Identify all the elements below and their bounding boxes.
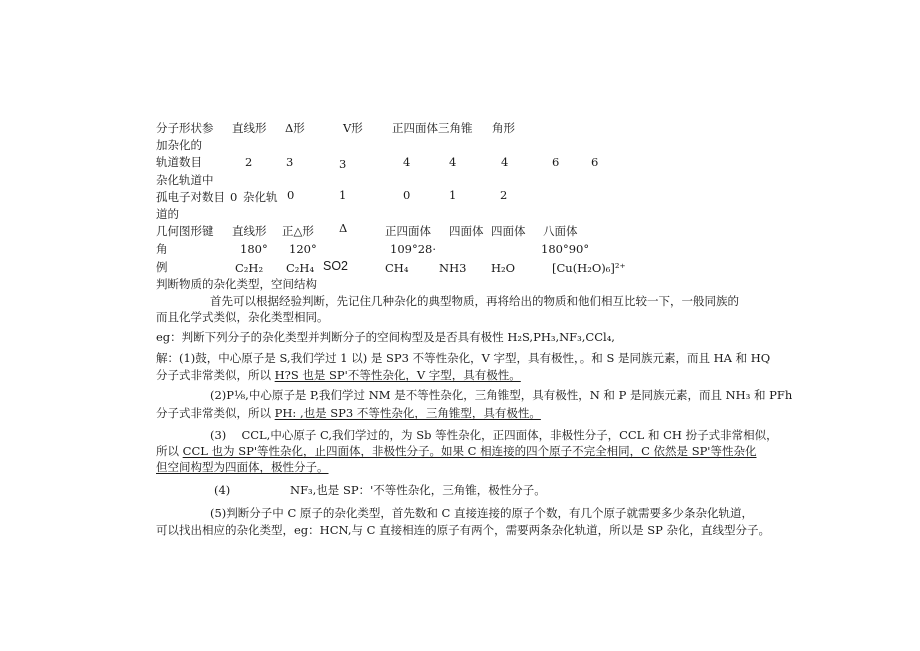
label-lone-c: 道的 <box>156 207 179 221</box>
orbital-count: 2 <box>245 155 253 169</box>
example-question: eg：判断下列分子的杂化类型并判断分子的空间构型及是否具有极性 H₂S,PH₃,NF₃,CCl₄, <box>156 330 615 344</box>
bond-angle: 120° <box>289 242 317 256</box>
shape-v: V形 <box>343 121 363 135</box>
label-hybrid-b: 轨道数目 <box>156 155 202 169</box>
solution-5-line: (5)判断分子中 C 原子的杂化类型，首先数和 C 直接连接的原子个数，有几个原子就需要多少条杂化轨道， <box>210 506 754 520</box>
lone-pairs-first: 0 <box>230 190 238 204</box>
shape-tetra-pyramid: 正四面体三角锥 <box>392 121 473 135</box>
geometry: Δ <box>339 221 348 235</box>
intro-line: 而且化学式类似，杂化类型相同。 <box>156 310 329 324</box>
lone-pairs: 2 <box>500 188 508 202</box>
orbital-count: 3 <box>286 155 294 169</box>
label-lone-tail: 杂化轨 <box>243 190 278 204</box>
solution-1-line: 解：(1)鼓，中心原子是 S,我们学过 1 以) 是 SP3 不等性杂化，V 字型，具有极性，。和 S 是同族元素，而且 HA 和 HQ <box>156 351 771 365</box>
solution-1-line: 分子式非常类似，所以 H?S 也是 SP'不等性杂化，V 字型，具有极性。 <box>156 368 521 382</box>
geometry: 正△形 <box>282 224 314 238</box>
solution-3-line: (3) CCL,中心原子 C,我们学过的，为 Sb 等性杂化，正四面体，非极性分子，CCL 和 CH 扮子式非常相似， <box>210 428 778 442</box>
bond-angle: 180°90° <box>541 242 590 256</box>
example-formula: C₂H₂ <box>235 261 264 275</box>
example-formula: NH3 <box>439 261 467 275</box>
orbital-count: 4 <box>449 155 457 169</box>
lone-pairs: 1 <box>339 188 347 202</box>
shape-linear: 直线形 <box>232 121 267 135</box>
shape-angular: 角形 <box>492 121 515 135</box>
geometry: 直线形 <box>232 224 267 238</box>
label-example: 例 <box>156 260 168 274</box>
row-geometry-label: 几何图形键 <box>156 224 214 238</box>
solution-4-number: (4) <box>214 483 231 497</box>
example-formula: C₂H₄ <box>286 261 315 275</box>
example-formula: H₂O <box>491 261 516 275</box>
shape-triangle: Δ形 <box>285 121 305 135</box>
lone-pairs: 0 <box>403 188 411 202</box>
lone-pairs: 1 <box>449 188 457 202</box>
orbital-count: 3 <box>339 157 347 171</box>
orbital-count: 4 <box>403 155 411 169</box>
bond-angle: 180° <box>240 242 268 256</box>
bond-angle: 109°28· <box>390 242 436 256</box>
geometry: 正四面体 <box>385 224 431 238</box>
example-formula: [Cu(H₂O)₆]²⁺ <box>552 261 626 275</box>
example-formula: SO2 <box>323 259 349 273</box>
solution-3-line: 但空间构型为四面体，极性分子。 <box>156 460 329 474</box>
solution-3-line: 所以 CCL 也为 SP'等性杂化，止四面体，非极性分子。如果 C 相连接的四个原子不完全相同，C 依然是 SP'等性杂化 <box>156 444 757 458</box>
example-formula: CH₄ <box>385 261 409 275</box>
orbital-count: 6 <box>591 155 599 169</box>
label-lone-b: 孤电子对数目 <box>156 190 225 204</box>
geometry: 八面体 <box>543 224 578 238</box>
lone-pairs: 0 <box>287 188 295 202</box>
solution-5-line: 可以找出相应的杂化类型，eg：HCN,与 C 直接相连的原子有两个，需要两条杂化轨道，所以是 SP 杂化，直线型分子。 <box>156 523 771 537</box>
section-title: 判断物质的杂化类型，空间结构 <box>156 277 317 291</box>
geometry: 四面体 <box>491 224 526 238</box>
geometry: 四面体 <box>449 224 484 238</box>
intro-line: 首先可以根据经验判断，先记住几种杂化的典型物质，再将给出的物质和他们相互比较一下，一般同族的 <box>210 294 739 308</box>
orbital-count: 6 <box>552 155 560 169</box>
solution-4-text: NF₃,也是 SP：'不等性杂化，三角锥，极性分子。 <box>290 483 546 497</box>
label-angle: 角 <box>156 242 168 256</box>
row-shape-label: 分子形状参 <box>156 121 214 135</box>
solution-2-line: 分子式非常类似，所以 PH: ,也是 SP3 不等性杂化，三角锥型，具有极性。 <box>156 406 541 420</box>
label-lone-a: 杂化轨道中 <box>156 173 214 187</box>
orbital-count: 4 <box>501 155 509 169</box>
solution-2-line: (2)P⅛,中心原子是 P,我们学过 NM 是不等性杂化，三角锥型，具有极性，N 和 P 是同族元素，而且 NH₃ 和 PFh <box>210 388 793 402</box>
label-hybrid-a: 加杂化的 <box>156 138 202 152</box>
